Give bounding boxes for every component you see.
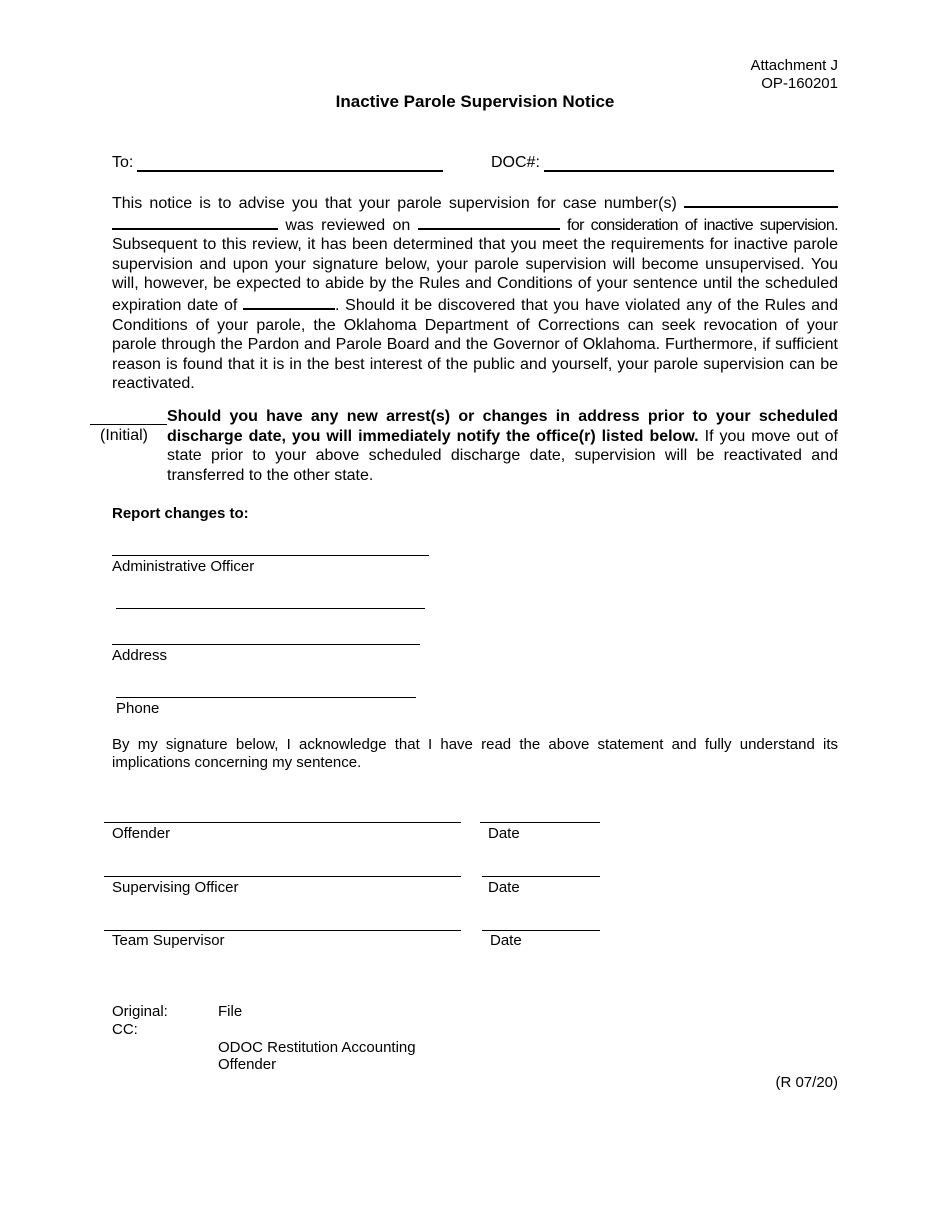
notice-part3: for consideration of inactive supervision. [567,216,838,234]
offender-signature-field[interactable] [104,822,461,823]
notification-bold-text: Should you have any new arrest(s) or changes in address prior to your scheduled discharge date, you will immediately notify the office(r) listed below. [167,408,838,445]
supervising-officer-date-field[interactable] [482,876,600,877]
case-number-field-continued[interactable] [112,214,278,230]
attachment-label: Attachment J [750,57,838,74]
offender-label: Offender [112,825,171,842]
case-number-field[interactable] [684,192,838,208]
offender-date-field[interactable] [480,822,600,823]
notification-text: If you move out of state prior to your above scheduled discharge date, supervision will be reactivated and transferred to the other state. [167,427,838,484]
supervising-officer-label: Supervising Officer [112,879,239,896]
review-date-field[interactable] [418,214,560,230]
doc-label: DOC#: [491,154,540,171]
address-line-1-field[interactable] [116,608,425,609]
initial-field[interactable] [90,424,167,425]
address-label: Address [112,647,168,664]
notification-paragraph [167,407,838,485]
original-value: File [218,1003,243,1020]
phone-field[interactable] [116,697,416,698]
doc-number-field[interactable] [544,170,834,172]
to-field[interactable] [137,170,443,172]
notice-part4: Subsequent to this review, it has been determined that you meet the requirements for inactive parole supervision and upon your signature below, your parole supervision will become unsupervised. You will, however, be expected to abide by the Rules and Conditions of your sentence until the scheduled expiration date of [112,236,838,314]
offender-date-label: Date [488,825,520,842]
team-supervisor-date-field[interactable] [482,930,600,931]
team-supervisor-label: Team Supervisor [112,932,225,949]
notice-paragraph [112,192,838,394]
revision-label: (R 07/20) [775,1074,838,1091]
op-number: OP-160201 [761,75,838,92]
cc-label: CC: [112,1021,138,1038]
supervising-officer-signature-field[interactable] [104,876,461,877]
cc-recipient: Offender [218,1056,277,1073]
to-label: To: [112,154,134,171]
original-label: Original: [112,1003,168,1020]
phone-label: Phone [116,700,160,717]
acknowledgement-text: By my signature below, I acknowledge that I have read the above statement and fully understand its implications concerning my sentence. [112,736,838,771]
administrative-officer-label: Administrative Officer [112,558,255,575]
team-supervisor-date-label: Date [490,932,522,949]
address-line-2-field[interactable] [112,644,420,645]
administrative-officer-field[interactable] [112,555,429,556]
expiration-date-field[interactable] [243,294,335,310]
cc-recipient: ODOC Restitution Accounting [218,1039,416,1056]
page-title: Inactive Parole Supervision Notice [335,92,615,111]
notice-part1: This notice is to advise you that your parole supervision for case number(s) [112,195,677,212]
team-supervisor-signature-field[interactable] [104,930,461,931]
initial-label: (Initial) [100,427,149,444]
notice-part5: . Should it be discovered that you have violated any of the Rules and Conditions of your parole, the Oklahoma Department of Corrections can seek revocation of your parole through the Pardon and Parole Board and the Governor of Oklahoma. Furthermore, if sufficient reason is found that it is in the best interest of the public and yourself, your parole supervision can be reactivated. [112,296,838,393]
supervising-officer-date-label: Date [488,879,520,896]
report-changes-heading: Report changes to: [112,505,249,522]
notice-part2: was reviewed on [285,216,411,234]
